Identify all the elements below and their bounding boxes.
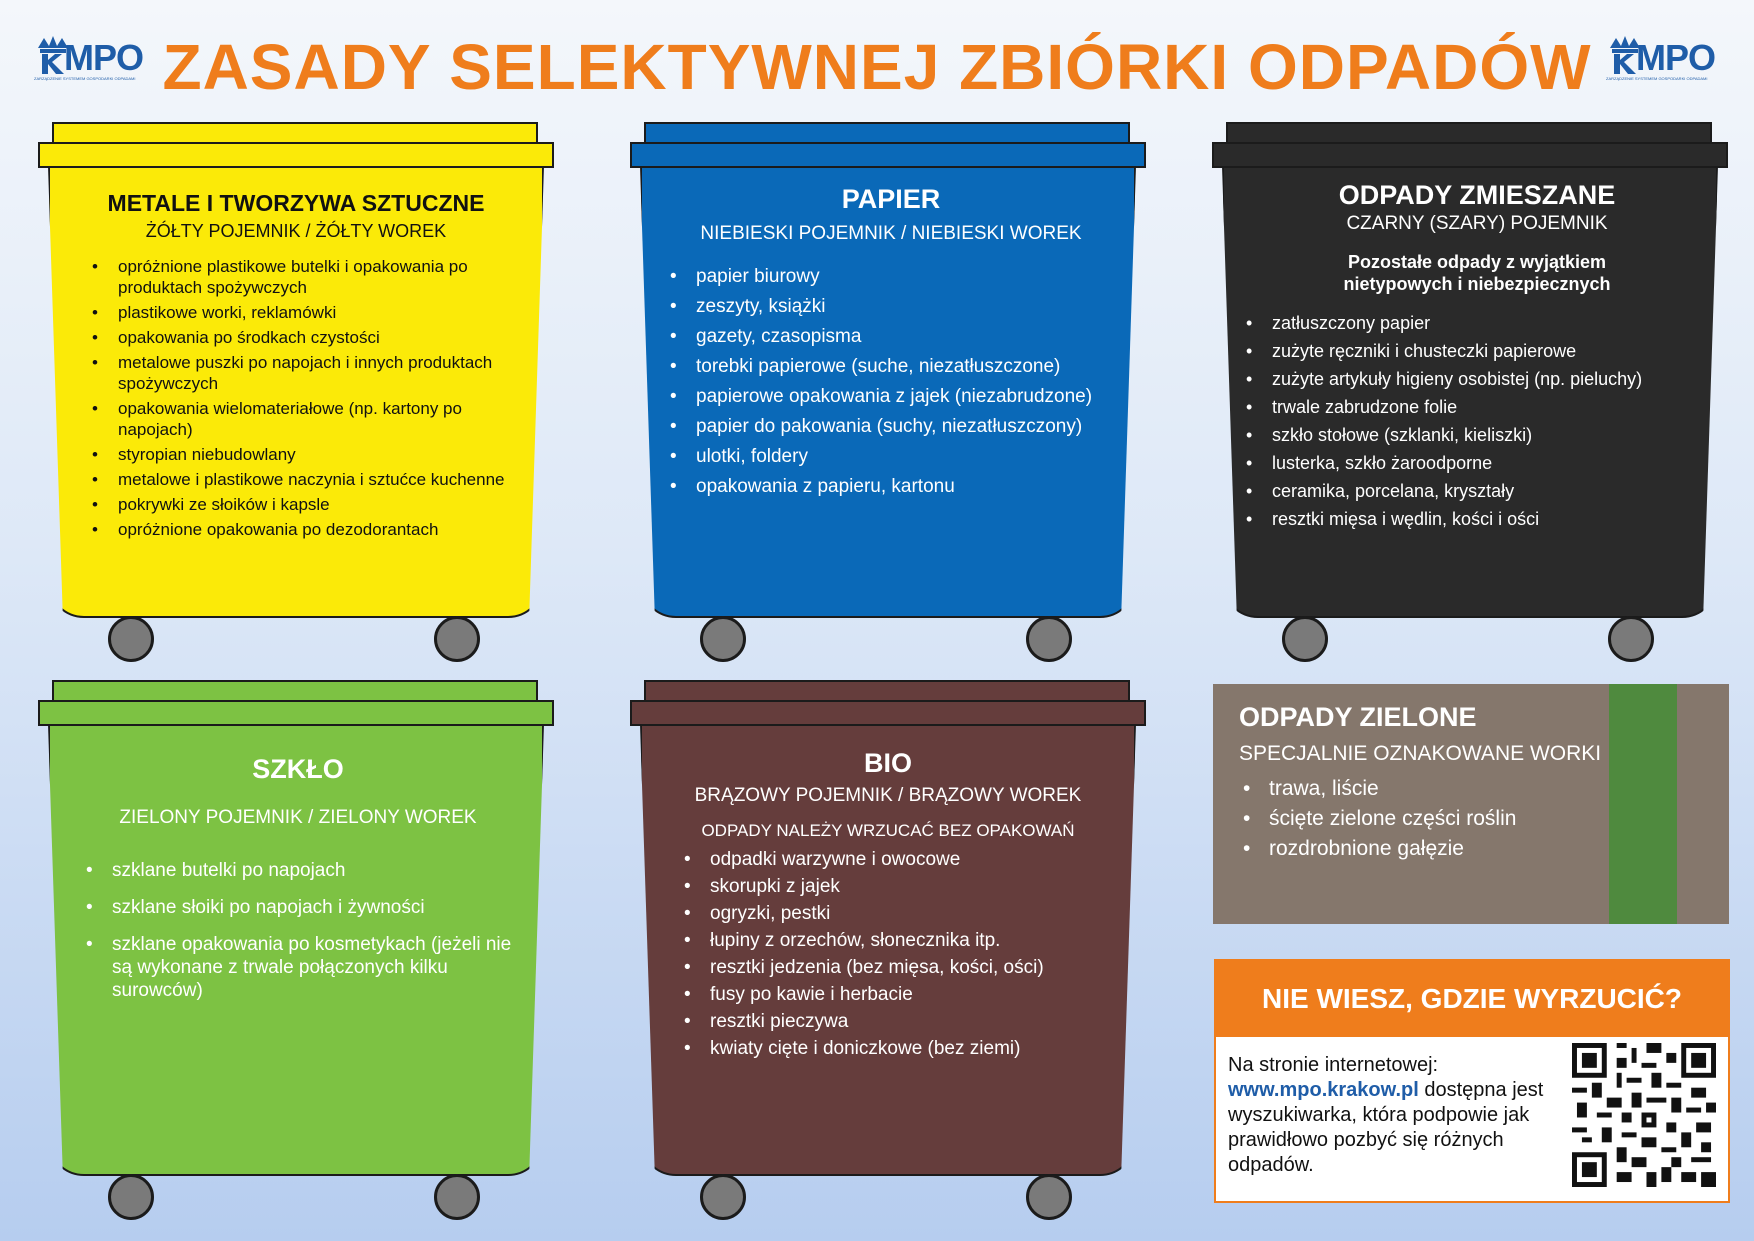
green-waste-title: ODPADY ZIELONE [1239,702,1477,732]
list-item: • metalowe i plastikowe naczynia i sztućce kuchenne [88,469,514,490]
bin-rim [1212,142,1728,168]
list-item: • odpadki warzywne i owocowe [680,849,1116,871]
bin-lid-top [644,680,1130,702]
page-title: ZASADY SELEKTYWNEJ ZBIÓRKI ODPADÓW [162,31,1592,103]
bin-subtitle: ZIELONY POJEMNIK / ZIELONY WOREK [119,807,477,828]
green-waste-items-list [1239,776,1609,862]
bin-title: ODPADY ZMIESZANE [1338,180,1616,210]
list-item: • szklane butelki po napojach [82,859,514,882]
bin-items-list [82,859,514,1002]
list-item: • opakowania z papieru, kartonu [666,475,1116,498]
green-waste-box [1213,684,1729,924]
list-item: • papier biurowy [666,265,1116,288]
green-waste-subtitle: SPECJALNIE OZNAKOWANE WORKI [1239,742,1602,765]
list-item: • opakowania wielomateriałowe (np. kartony po napojach) [88,398,514,440]
bin-lid-top [644,122,1130,144]
bin-rim [630,700,1146,726]
list-item: • szklane słoiki po napojach i żywności [82,896,514,919]
list-item: • trawa, liście [1239,776,1609,802]
mpo-website-link[interactable]: www.mpo.krakow.pl [1228,1079,1419,1101]
list-item: • fusy po kawie i herbacie [680,984,1116,1006]
yellow-bin [38,122,554,668]
bin-lid-top [1226,122,1712,144]
list-item: • zeszyty, książki [666,295,1116,318]
list-item: • szkło stołowe (szklanki, kieliszki) [1242,425,1712,446]
wheel-icon [1026,1174,1072,1220]
wheel-icon [1026,616,1072,662]
help-text-after: dostępna jest wyszukiwarka, która podpowie jak prawidłowo pozbyć się różnych odpadów. [1228,1079,1544,1176]
wheel-icon [434,1174,480,1220]
brown-bin [630,680,1146,1226]
list-item: • torebki papierowe (suche, niezatłuszczone) [666,355,1116,378]
wheel-icon [108,1174,154,1220]
list-item: • metalowe puszki po napojach i innych produktach spożywczych [88,352,514,394]
wheel-icon [1608,616,1654,662]
list-item: • papierowe opakowania z jajek (niezabrudzone) [666,385,1116,408]
wheel-icon [1282,616,1328,662]
bin-rim [38,700,554,726]
bin-items-list [1242,313,1712,530]
bin-lid-top [52,680,538,702]
bin-title: BIO [863,748,912,778]
list-item: • resztki jedzenia (bez mięsa, kości, ości) [680,957,1116,979]
list-item: • ścięte zielone części roślin [1239,806,1609,832]
list-item: • papier do pakowania (suchy, niezatłuszczony) [666,415,1116,438]
bin-title: PAPIER [841,184,941,214]
list-item: • opakowania po środkach czystości [88,327,514,348]
bin-subtitle: ŻÓŁTY POJEMNIK / ŻÓŁTY WOREK [145,221,447,241]
list-item: • zużyte ręczniki i chusteczki papierowe [1242,341,1712,362]
list-item: • ulotki, foldery [666,445,1116,468]
list-item: • opróżnione opakowania po dezodorantach [88,519,514,540]
list-item: • skorupki z jajek [680,876,1116,898]
list-item: • lusterka, szkło żaroodporne [1242,453,1712,474]
bin-note: Pozostałe odpady z wyjątkiem nietypowych i niebezpiecznych [1343,252,1611,294]
list-item: • zatłuszczony papier [1242,313,1712,334]
blue-bin [630,122,1146,668]
logo-subtext: ZARZĄDZENIE SYSTEMEM GOSPODARKI ODPADAMI [34,76,136,81]
list-item: • zużyte artykuły higieny osobistej (np. pieluchy) [1242,369,1712,390]
help-text-before: Na stronie internetowej: [1228,1054,1439,1076]
list-item: • rozdrobnione gałęzie [1239,836,1609,862]
list-item: • szklane opakowania po kosmetykach (jeżeli nie są wykonane z trwale połączonych kilku surowców) [82,933,514,1002]
help-header: NIE WIESZ, GDZIE WYRZUCIĆ? [1216,961,1728,1037]
list-item: • kwiaty cięte i doniczkowe (bez ziemi) [680,1038,1116,1060]
bin-subtitle: CZARNY (SZARY) POJEMNIK [1346,213,1608,234]
logo-text: MPO [1636,37,1716,78]
list-item: • ceramika, porcelana, kryształy [1242,481,1712,502]
list-item: • łupiny z orzechów, słonecznika itp. [680,930,1116,952]
list-item: • resztki pieczywa [680,1011,1116,1033]
help-box [1214,959,1730,1203]
bin-title: METALE I TWORZYWA SZTUCZNE [107,190,485,216]
list-item: • ogryzki, pestki [680,903,1116,925]
qr-code-icon[interactable] [1572,1043,1716,1187]
logo-subtext: ZARZĄDZENIE SYSTEMEM GOSPODARKI ODPADAMI [1606,76,1708,81]
list-item: • opróżnione plastikowe butelki i opakowania po produktach spożywczych [88,256,514,298]
bin-rim [38,142,554,168]
bin-rim [630,142,1146,168]
wheel-icon [108,616,154,662]
bin-items-list [660,849,1116,1060]
list-item: • gazety, czasopisma [666,325,1116,348]
black-bin [1212,122,1728,668]
bin-subtitle: BRĄZOWY POJEMNIK / BRĄZOWY WOREK [694,785,1082,806]
green-stripe [1609,684,1677,924]
list-item: • plastikowe worki, reklamówki [88,302,514,323]
bin-items-list [78,256,514,540]
wheel-icon [434,616,480,662]
logo-text: MPO [64,37,144,78]
list-item: • styropian niebudowlany [88,444,514,465]
list-item: • trwale zabrudzone folie [1242,397,1712,418]
bin-subtitle: NIEBIESKI POJEMNIK / NIEBIESKI WOREK [700,223,1082,244]
bin-lid-top [52,122,538,144]
green-bin [38,680,554,1226]
bin-items-list [666,265,1116,498]
wheel-icon [700,616,746,662]
list-item: • pokrywki ze słoików i kapsle [88,494,514,515]
wheel-icon [700,1174,746,1220]
list-item: • resztki mięsa i wędlin, kości i ości [1242,509,1712,530]
help-text [1228,1053,1558,1178]
bin-note: ODPADY NALEŻY WRZUCAĆ BEZ OPAKOWAŃ [701,821,1075,840]
bin-title: SZKŁO [252,754,344,784]
